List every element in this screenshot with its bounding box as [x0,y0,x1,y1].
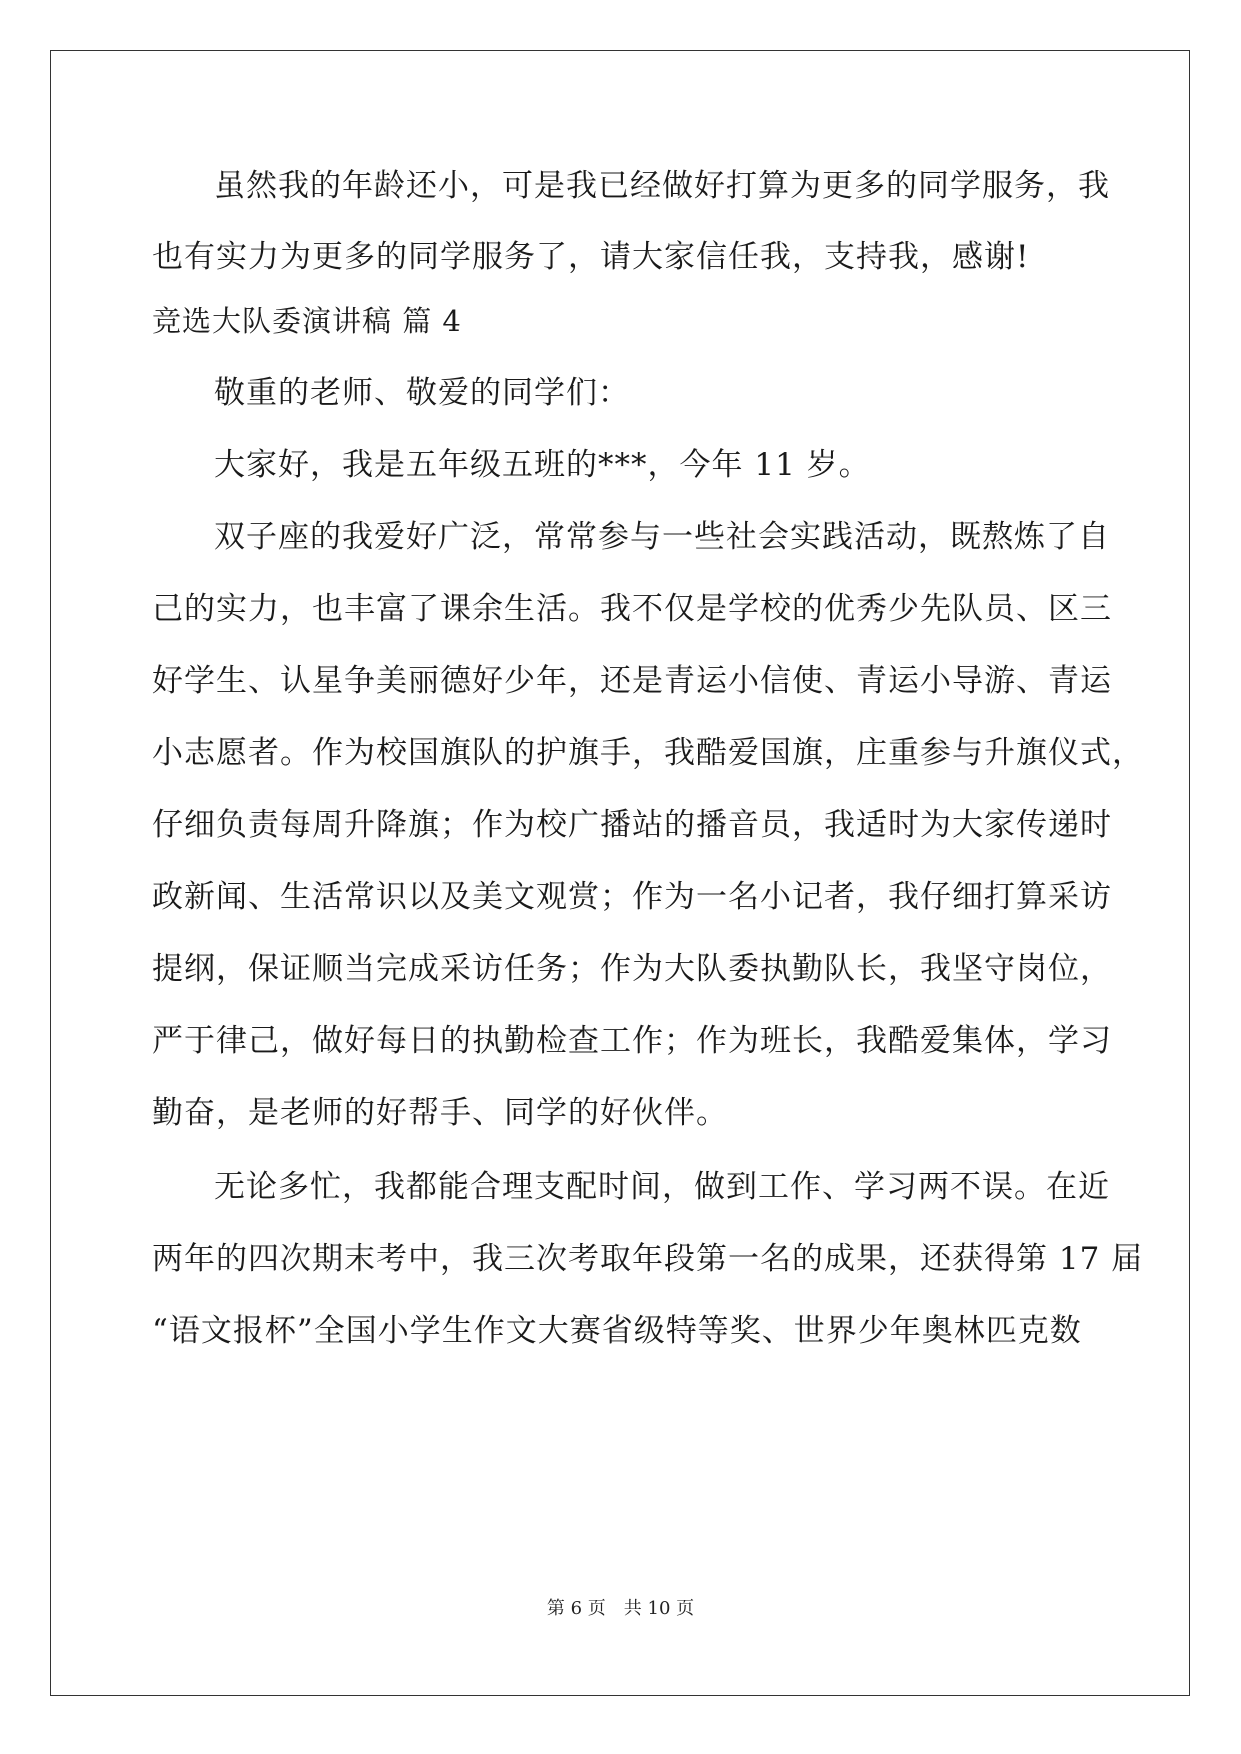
paragraph-line: 大家好，我是五年级五班的***，今年 11 岁。 [214,447,871,483]
paragraph-line: 政新闻、生活常识以及美文观赏；作为一名小记者，我仔细打算采访 [152,879,1112,915]
paragraph-line: 仔细负责每周升降旗；作为校广播站的播音员，我适时为大家传递时 [152,807,1112,843]
paragraph-line: 也有实力为更多的同学服务了，请大家信任我，支持我，感谢! [152,239,1030,275]
paragraph-line: 小志愿者。作为校国旗队的护旗手，我酷爱国旗，庄重参与升旗仪式， [152,735,1144,771]
page-border [50,50,1190,1696]
paragraph-line: “语文报杯”全国小学生作文大赛省级特等奖、世界少年奥林匹克数 [152,1313,1082,1349]
paragraph-line: 好学生、认星争美丽德好少年，还是青运小信使、青运小导游、青运 [152,663,1112,699]
section-heading: 竞选大队委演讲稿 篇 4 [152,304,462,338]
paragraph-line: 虽然我的年龄还小，可是我已经做好打算为更多的同学服务，我 [214,168,1110,204]
paragraph-line: 严于律己，做好每日的执勤检查工作；作为班长，我酷爱集体，学习 [152,1023,1112,1059]
paragraph-line: 勤奋，是老师的好帮手、同学的好伙伴。 [152,1095,728,1131]
paragraph-line: 两年的四次期末考中，我三次考取年段第一名的成果，还获得第 17 届 [152,1241,1144,1277]
page-total: 共 10 页 [623,1598,695,1619]
page-number: 第 6 页 [546,1598,606,1619]
paragraph-line: 双子座的我爱好广泛，常常参与一些社会实践活动，既熬炼了自 [214,519,1110,555]
page-footer [0,1597,1241,1621]
paragraph-line: 无论多忙，我都能合理支配时间，做到工作、学习两不误。在近 [214,1169,1110,1205]
paragraph-line: 提纲，保证顺当完成采访任务；作为大队委执勤队长，我坚守岗位， [152,951,1112,987]
salutation-line: 敬重的老师、敬爱的同学们： [214,375,630,411]
paragraph-line: 己的实力，也丰富了课余生活。我不仅是学校的优秀少先队员、区三 [152,591,1112,627]
